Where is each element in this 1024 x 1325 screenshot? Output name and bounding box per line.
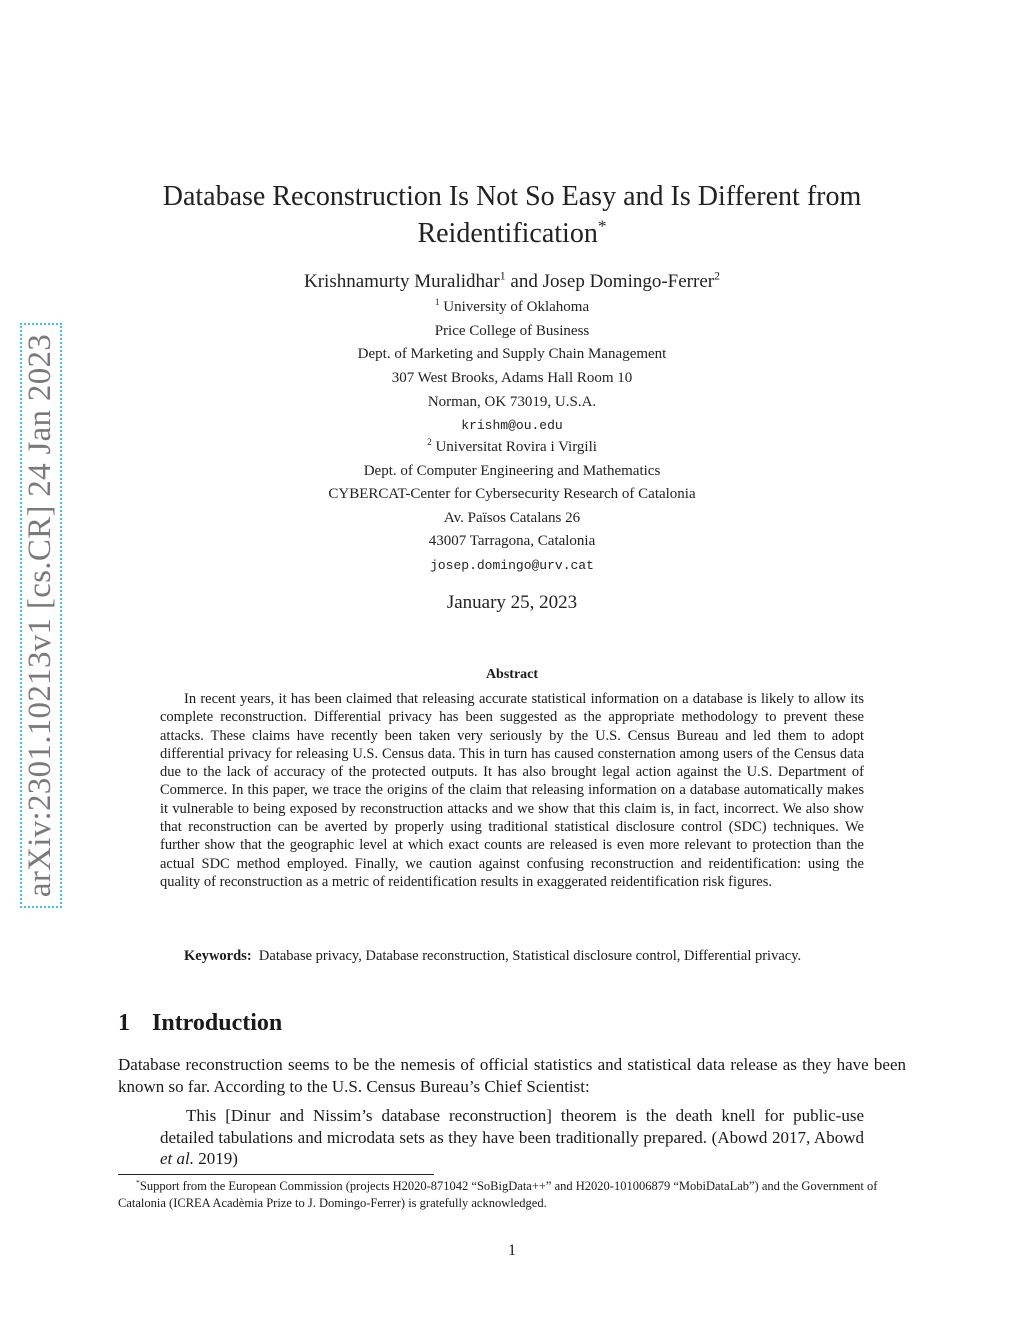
author-2-mark: 2 [714,269,720,283]
abstract-heading: Abstract [485,667,539,682]
page-number: 1 [508,1242,516,1259]
author-joiner: and [510,271,538,292]
abstract-body: In recent years, it has been claimed that releasing accurate statistical information on a database is likely to allow its complete reconstruction. Differential privacy has been suggested as the appropriate methodology to prevent these attacks. These claims have recently been taken very seriously by the U.S. Census Bureau and led them to adopt differential privacy for releasing U.S. Census data. This in turn has caused consternation among users of the Census data due to the lack of accuracy of the protected outputs. It has also brought legal action against the U.S. Department of Commerce. In this paper, we trace the origins of the claim that releasing information on a database automatically makes it vulnerable to being exposed by reconstruction attacks and we show that this claim is, in fact, incorrect. We also show that reconstruction can be averted by properly using traditional statistical disclosure control (SDC) techniques. We further show that the geographic level at which exact counts are released is even more relevant to protection than the actual SDC method employed. Finally, we caution against confusing reconstruction and reidentification: using the quality of reconstruction as a metric of reidentification results in exaggerated reidentification risk figures. [160,691,864,890]
author-2: Josep Domingo-Ferrer [542,271,715,292]
section-number: 1 [118,1010,130,1036]
affiliation-1-university-text: University of Oklahoma [443,299,590,315]
affiliation-2-university-text: Universitat Rovira i Virgili [435,439,597,455]
footnote-rule [118,1174,434,1175]
affiliation-1-street: 307 West Brooks, Adams Hall Room 10 [391,370,633,386]
paper-title [110,178,914,252]
title-line-2-text: Reidentification [417,218,598,249]
affiliation-2-center: CYBERCAT-Center for Cybersecurity Research of Catalonia [328,486,696,502]
affiliation-2-university [160,439,864,456]
quote-etal: et al. [160,1149,194,1168]
affiliation-2-dept: Dept. of Computer Engineering and Mathematics [363,463,661,479]
keywords-text: Database privacy, Database reconstruction, Statistical disclosure control, Differential privacy. [258,948,802,964]
affiliation-2-street: Av. Països Catalans 26 [443,510,581,526]
section-title: Introduction [152,1010,283,1036]
affiliation-1-city: Norman, OK 73019, U.S.A. [427,394,597,410]
footnote-mark: * [136,1177,140,1187]
affiliation-1-college: Price College of Business [434,323,590,339]
footnote-text: Support from the European Commission (projects H2020-871042 “SoBigData++” and H2020-101006879 “MobiDataLab”) and the Government of Catalonia (ICREA Acadèmia Prize to J. Domingo-Ferrer) is gratefully acknowledged. [118,1179,878,1210]
footnote [118,1178,906,1211]
affiliation-1-dept: Dept. of Marketing and Supply Chain Management [357,346,667,362]
affiliation-2-city: 43007 Tarragona, Catalonia [428,533,596,549]
arxiv-id-text: arXiv:2301.10213v1 [cs.CR] 24 Jan 2023 [22,333,59,898]
title-line-2 [110,215,914,252]
arxiv-id-stamp [20,323,62,908]
quote-year: 2019) [194,1149,238,1168]
keywords-paragraph [160,947,864,965]
intro-paragraph: Database reconstruction seems to be the nemesis of official statistics and statistical data release as they have been known so far. According to the U.S. Census Bureau’s Chief Scientist: [118,1055,906,1096]
affiliation-1-email: krishm@ou.edu [461,418,563,433]
author-list [110,271,914,293]
author-1-mark: 1 [499,269,506,283]
affiliation-2-email: josep.domingo@urv.cat [430,558,594,573]
author-1: Krishnamurty Muralidhar [304,271,500,292]
keywords-label: Keywords: [184,948,252,964]
affiliation-2-mark: 2 [427,438,432,448]
quote-text: This [Dinur and Nissim’s database reconstruction] theorem is the death knell for public-use detailed tabulations and microdata sets as they have been traditionally prepared. (Abowd 2017, Abowd [160,1106,864,1147]
title-line-1: Database Reconstruction Is Not So Easy and Is Different from [162,181,862,212]
affiliation-1-mark: 1 [434,298,440,308]
paper-date: January 25, 2023 [446,592,578,613]
title-footnote-mark: * [597,216,607,236]
section-heading [118,1010,282,1037]
affiliation-1-university [160,299,864,316]
block-quote [160,1105,864,1170]
